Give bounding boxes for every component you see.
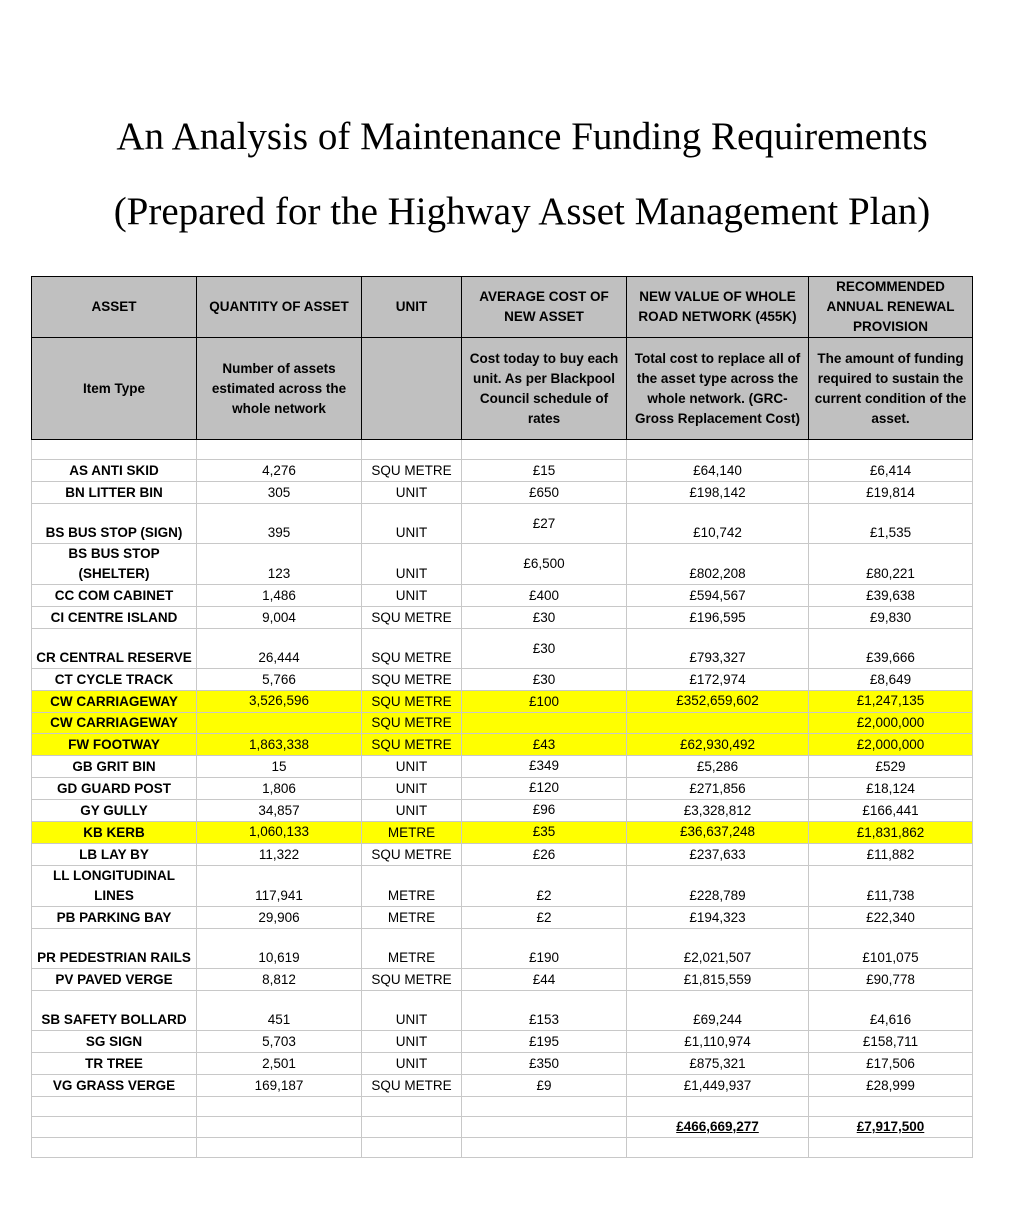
avg-cost-cell — [462, 713, 627, 734]
new-value-cell: £228,789 — [627, 866, 809, 907]
quantity-cell: 15 — [197, 756, 362, 778]
total-provision: £7,917,500 — [856, 1119, 925, 1134]
quantity-cell: 29,906 — [197, 907, 362, 929]
table-row — [32, 691, 973, 713]
unit-cell: SQU METRE — [362, 844, 462, 866]
avg-cost-cell: £27 — [462, 504, 627, 544]
provision-cell: £166,441 — [809, 800, 973, 822]
table-row — [32, 607, 973, 629]
provision-cell: £8,649 — [809, 669, 973, 691]
table-row — [32, 822, 973, 844]
avg-cost-cell: £2 — [462, 866, 627, 907]
table-row — [32, 756, 973, 778]
unit-cell: SQU METRE — [362, 669, 462, 691]
avg-cost-cell: £15 — [462, 460, 627, 482]
avg-cost-cell: £9 — [462, 1075, 627, 1097]
unit-cell: UNIT — [362, 991, 462, 1031]
asset-cell: GB GRIT BIN — [32, 756, 197, 778]
provision-cell: £11,738 — [809, 866, 973, 907]
asset-cell: TR TREE — [32, 1053, 197, 1075]
asset-cell: BS BUS STOP (SIGN) — [32, 504, 197, 544]
asset-cell: GY GULLY — [32, 800, 197, 822]
asset-cell: KB KERB — [32, 822, 197, 844]
provision-cell: £39,666 — [809, 629, 973, 669]
new-value-cell: £196,595 — [627, 607, 809, 629]
totals-row — [32, 1117, 973, 1138]
avg-cost-cell: £44 — [462, 969, 627, 991]
quantity-cell — [197, 713, 362, 734]
quantity-cell: 8,812 — [197, 969, 362, 991]
table-row — [32, 585, 973, 607]
provision-cell: £1,247,135 — [809, 691, 973, 713]
unit-cell: METRE — [362, 822, 462, 844]
avg-cost-cell: £6,500 — [462, 544, 627, 585]
asset-cell: CW CARRIAGEWAY — [32, 691, 197, 713]
unit-cell: METRE — [362, 929, 462, 969]
avg-cost-cell: £30 — [462, 629, 627, 669]
quantity-cell: 2,501 — [197, 1053, 362, 1075]
provision-cell: £17,506 — [809, 1053, 973, 1075]
new-value-cell: £594,567 — [627, 585, 809, 607]
new-value-cell — [627, 713, 809, 734]
provision-cell: £22,340 — [809, 907, 973, 929]
avg-cost-cell: £120 — [462, 778, 627, 800]
asset-cell: AS ANTI SKID — [32, 460, 197, 482]
unit-cell: UNIT — [362, 778, 462, 800]
asset-cell: BN LITTER BIN — [32, 482, 197, 504]
provision-cell: £9,830 — [809, 607, 973, 629]
desc-new-value: Total cost to replace all of the asset type across the whole network. (GRC-Gross Replacement Cost) — [627, 338, 809, 440]
avg-cost-cell: £43 — [462, 734, 627, 756]
table-row — [32, 1031, 973, 1053]
avg-cost-cell: £195 — [462, 1031, 627, 1053]
new-value-cell: £237,633 — [627, 844, 809, 866]
asset-cell: CI CENTRE ISLAND — [32, 607, 197, 629]
new-value-cell: £271,856 — [627, 778, 809, 800]
new-value-cell: £36,637,248 — [627, 822, 809, 844]
new-value-cell: £352,659,602 — [627, 691, 809, 713]
new-value-cell: £3,328,812 — [627, 800, 809, 822]
avg-cost-cell: £350 — [462, 1053, 627, 1075]
asset-cell: CT CYCLE TRACK — [32, 669, 197, 691]
table-row — [32, 713, 973, 734]
table-row — [32, 991, 973, 1031]
table-row — [32, 460, 973, 482]
asset-cell: SG SIGN — [32, 1031, 197, 1053]
quantity-cell: 1,806 — [197, 778, 362, 800]
page-title: An Analysis of Maintenance Funding Requirements — [116, 115, 928, 158]
table-row — [32, 969, 973, 991]
quantity-cell: 3,526,596 — [197, 691, 362, 713]
provision-cell: £80,221 — [809, 544, 973, 585]
provision-cell: £1,831,862 — [809, 822, 973, 844]
provision-cell: £1,535 — [809, 504, 973, 544]
new-value-cell: £802,208 — [627, 544, 809, 585]
provision-cell: £19,814 — [809, 482, 973, 504]
avg-cost-cell: £30 — [462, 607, 627, 629]
new-value-cell: £1,449,937 — [627, 1075, 809, 1097]
unit-cell: SQU METRE — [362, 607, 462, 629]
avg-cost-cell: £2 — [462, 907, 627, 929]
new-value-cell: £793,327 — [627, 629, 809, 669]
asset-cell: PB PARKING BAY — [32, 907, 197, 929]
quantity-cell: 451 — [197, 991, 362, 1031]
asset-cell: PV PAVED VERGE — [32, 969, 197, 991]
unit-cell: METRE — [362, 907, 462, 929]
quantity-cell: 9,004 — [197, 607, 362, 629]
provision-cell: £2,000,000 — [809, 713, 973, 734]
table-row — [32, 1053, 973, 1075]
provision-cell: £529 — [809, 756, 973, 778]
table-row — [32, 844, 973, 866]
provision-cell: £158,711 — [809, 1031, 973, 1053]
quantity-cell: 123 — [197, 544, 362, 585]
quantity-cell: 305 — [197, 482, 362, 504]
unit-cell: SQU METRE — [362, 460, 462, 482]
spacer-row — [32, 1097, 973, 1117]
table-row — [32, 800, 973, 822]
new-value-cell: £1,110,974 — [627, 1031, 809, 1053]
asset-cell: CW CARRIAGEWAY — [32, 713, 197, 734]
desc-asset: Item Type — [32, 338, 197, 440]
new-value-cell: £198,142 — [627, 482, 809, 504]
unit-cell: SQU METRE — [362, 629, 462, 669]
quantity-cell: 1,486 — [197, 585, 362, 607]
total-new-value: £466,669,277 — [676, 1119, 759, 1134]
unit-cell: UNIT — [362, 1031, 462, 1053]
asset-cell: FW FOOTWAY — [32, 734, 197, 756]
quantity-cell: 395 — [197, 504, 362, 544]
provision-cell: £28,999 — [809, 1075, 973, 1097]
table-row — [32, 504, 973, 544]
new-value-cell: £62,930,492 — [627, 734, 809, 756]
asset-cell: PR PEDESTRIAN RAILS — [32, 929, 197, 969]
new-value-cell: £5,286 — [627, 756, 809, 778]
new-value-cell: £1,815,559 — [627, 969, 809, 991]
avg-cost-cell: £190 — [462, 929, 627, 969]
table-row — [32, 929, 973, 969]
avg-cost-cell: £26 — [462, 844, 627, 866]
unit-cell: METRE — [362, 866, 462, 907]
avg-cost-cell: £400 — [462, 585, 627, 607]
new-value-cell: £69,244 — [627, 991, 809, 1031]
quantity-cell: 1,060,133 — [197, 822, 362, 844]
header-row — [32, 277, 973, 338]
unit-cell: UNIT — [362, 544, 462, 585]
desc-provision: The amount of funding required to sustain the current condition of the asset. — [809, 338, 973, 440]
unit-cell: UNIT — [362, 504, 462, 544]
avg-cost-cell: £153 — [462, 991, 627, 1031]
unit-cell: UNIT — [362, 800, 462, 822]
table-row — [32, 1075, 973, 1097]
spacer-row — [32, 1138, 973, 1158]
new-value-cell: £64,140 — [627, 460, 809, 482]
unit-cell: SQU METRE — [362, 969, 462, 991]
table-row — [32, 544, 973, 585]
col-header-asset: ASSET — [32, 277, 197, 338]
provision-cell: £6,414 — [809, 460, 973, 482]
avg-cost-cell: £650 — [462, 482, 627, 504]
new-value-cell: £10,742 — [627, 504, 809, 544]
provision-cell: £90,778 — [809, 969, 973, 991]
provision-cell: £11,882 — [809, 844, 973, 866]
table-row — [32, 669, 973, 691]
page-subtitle: (Prepared for the Highway Asset Management Plan) — [113, 190, 931, 233]
table-row — [32, 907, 973, 929]
description-row — [32, 338, 973, 440]
asset-cell: CC COM CABINET — [32, 585, 197, 607]
table-row — [32, 866, 973, 907]
col-header-avg-cost: AVERAGE COST OF NEW ASSET — [462, 277, 627, 338]
quantity-cell: 11,322 — [197, 844, 362, 866]
provision-cell: £2,000,000 — [809, 734, 973, 756]
new-value-cell: £875,321 — [627, 1053, 809, 1075]
unit-cell: SQU METRE — [362, 713, 462, 734]
col-header-quantity: QUANTITY OF ASSET — [197, 277, 362, 338]
unit-cell: UNIT — [362, 1053, 462, 1075]
new-value-cell: £194,323 — [627, 907, 809, 929]
spacer-row — [32, 440, 973, 460]
provision-cell: £4,616 — [809, 991, 973, 1031]
col-header-provision: RECOMMENDED ANNUAL RENEWAL PROVISION — [809, 277, 973, 338]
quantity-cell: 5,703 — [197, 1031, 362, 1053]
new-value-cell: £2,021,507 — [627, 929, 809, 969]
avg-cost-cell: £35 — [462, 822, 627, 844]
quantity-cell: 117,941 — [197, 866, 362, 907]
table-row — [32, 629, 973, 669]
avg-cost-cell: £96 — [462, 800, 627, 822]
desc-avg-cost: Cost today to buy each unit. As per Blackpool Council schedule of rates — [462, 338, 627, 440]
col-header-unit: UNIT — [362, 277, 462, 338]
avg-cost-cell: £100 — [462, 691, 627, 713]
asset-cell: GD GUARD POST — [32, 778, 197, 800]
col-header-new-value: NEW VALUE OF WHOLE ROAD NETWORK (455K) — [627, 277, 809, 338]
quantity-cell: 1,863,338 — [197, 734, 362, 756]
quantity-cell: 169,187 — [197, 1075, 362, 1097]
funding-table — [31, 276, 973, 1158]
unit-cell: SQU METRE — [362, 1075, 462, 1097]
unit-cell: SQU METRE — [362, 734, 462, 756]
provision-cell: £18,124 — [809, 778, 973, 800]
provision-cell: £101,075 — [809, 929, 973, 969]
asset-cell: CR CENTRAL RESERVE — [32, 629, 197, 669]
table-row — [32, 778, 973, 800]
desc-quantity: Number of assets estimated across the whole network — [197, 338, 362, 440]
avg-cost-cell: £349 — [462, 756, 627, 778]
quantity-cell: 5,766 — [197, 669, 362, 691]
quantity-cell: 4,276 — [197, 460, 362, 482]
unit-cell: UNIT — [362, 756, 462, 778]
asset-cell: SB SAFETY BOLLARD — [32, 991, 197, 1031]
unit-cell: UNIT — [362, 585, 462, 607]
provision-cell: £39,638 — [809, 585, 973, 607]
unit-cell: UNIT — [362, 482, 462, 504]
asset-cell: BS BUS STOP (SHELTER) — [32, 544, 197, 585]
unit-cell: SQU METRE — [362, 691, 462, 713]
asset-cell: LL LONGITUDINAL LINES — [32, 866, 197, 907]
avg-cost-cell: £30 — [462, 669, 627, 691]
asset-cell: LB LAY BY — [32, 844, 197, 866]
quantity-cell: 26,444 — [197, 629, 362, 669]
table-row — [32, 734, 973, 756]
quantity-cell: 34,857 — [197, 800, 362, 822]
new-value-cell: £172,974 — [627, 669, 809, 691]
table-row — [32, 482, 973, 504]
quantity-cell: 10,619 — [197, 929, 362, 969]
desc-unit — [362, 338, 462, 440]
asset-cell: VG GRASS VERGE — [32, 1075, 197, 1097]
